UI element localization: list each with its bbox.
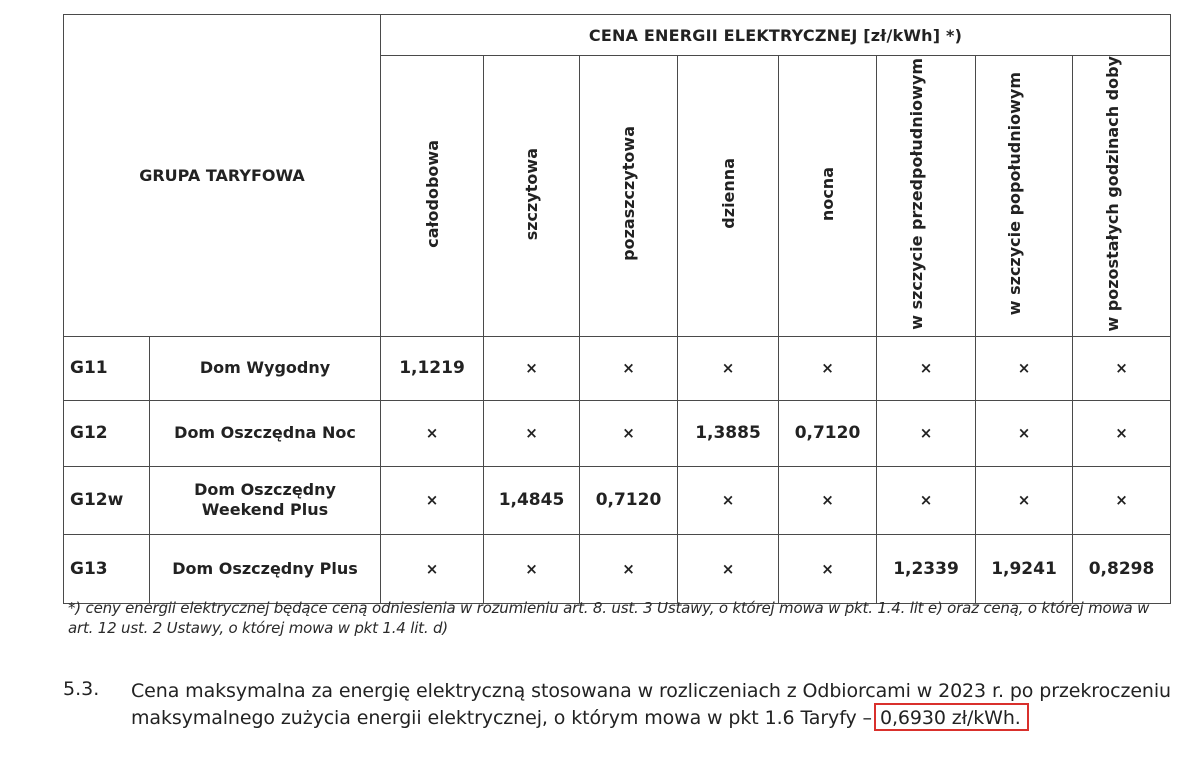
price-cell: ×: [1073, 336, 1171, 400]
price-cell: ×: [877, 336, 976, 400]
table-row: [64, 466, 1171, 534]
price-cell: ×: [678, 534, 779, 603]
price-cell: ×: [976, 336, 1073, 400]
price-cell: 1,3885: [678, 400, 779, 466]
price-cell: ×: [580, 534, 678, 603]
tariff-code: G13: [64, 534, 150, 603]
column-header: pozaszczytowa: [580, 56, 678, 337]
group-header: GRUPA TARYFOWA: [64, 15, 381, 337]
price-cell: 1,2339: [877, 534, 976, 603]
price-cell: ×: [877, 400, 976, 466]
column-header: w pozostałych godzinach doby: [1073, 56, 1171, 337]
price-cell: 1,1219: [381, 336, 484, 400]
table-row: [64, 336, 1171, 400]
footnote: *) ceny energii elektrycznej będące ceną odniesienia w rozumieniu art. 8. ust. 3 Ustawy, o której mowa w pkt. 1.4. lit e) oraz ceną, o której mowa w art. 12 ust. 2 Ustawy, o której mowa w pkt 1.4 lit. d): [68, 599, 1150, 637]
price-cell: ×: [381, 466, 484, 534]
column-header: w szczycie przedpołudniowym: [877, 56, 976, 337]
tariff-name: Dom Oszczędny Weekend Plus: [150, 466, 381, 534]
column-header: dzienna: [678, 56, 779, 337]
price-cell: ×: [381, 400, 484, 466]
tariff-table: [63, 14, 1171, 604]
price-cell: ×: [976, 400, 1073, 466]
price-cell: 1,4845: [484, 466, 580, 534]
column-header: szczytowa: [484, 56, 580, 337]
price-cell: ×: [580, 336, 678, 400]
highlighted-price: 0,6930 zł/kWh.: [874, 703, 1029, 731]
paragraph-body: Cena maksymalna za energię elektryczną stosowana w rozliczeniach z Odbiorcami w 2023 r. po przekroczeniu maksymalnego zużycia energii elektrycznej, o którym mowa w pkt 1.6 Taryfy –: [131, 680, 1171, 729]
paragraph-number: 5.3.: [63, 678, 100, 700]
price-cell: ×: [678, 466, 779, 534]
column-header: nocna: [779, 56, 877, 337]
tariff-code: G12: [64, 400, 150, 466]
price-cell: ×: [976, 466, 1073, 534]
price-cell: ×: [484, 400, 580, 466]
price-cell: ×: [877, 466, 976, 534]
price-cell: ×: [484, 534, 580, 603]
column-header: całodobowa: [381, 56, 484, 337]
price-cell: ×: [484, 336, 580, 400]
price-cell: 0,8298: [1073, 534, 1171, 603]
price-cell: 1,9241: [976, 534, 1073, 603]
price-cell: ×: [1073, 400, 1171, 466]
table-row: [64, 400, 1171, 466]
price-cell: 0,7120: [779, 400, 877, 466]
tariff-code: G12w: [64, 466, 150, 534]
price-cell: ×: [381, 534, 484, 603]
tariff-name: Dom Wygodny: [150, 336, 381, 400]
price-cell: 0,7120: [580, 466, 678, 534]
price-cell: ×: [779, 336, 877, 400]
price-cell: ×: [779, 534, 877, 603]
price-cell: ×: [1073, 466, 1171, 534]
price-cell: ×: [678, 336, 779, 400]
tariff-name: Dom Oszczędny Plus: [150, 534, 381, 603]
paragraph-text: [131, 678, 1171, 732]
price-cell: ×: [779, 466, 877, 534]
price-cell: ×: [580, 400, 678, 466]
tariff-name: Dom Oszczędna Noc: [150, 400, 381, 466]
tariff-code: G11: [64, 336, 150, 400]
table-row: [64, 534, 1171, 603]
price-header: CENA ENERGII ELEKTRYCZNEJ [zł/kWh] *): [381, 15, 1171, 56]
column-header: w szczycie popołudniowym: [976, 56, 1073, 337]
